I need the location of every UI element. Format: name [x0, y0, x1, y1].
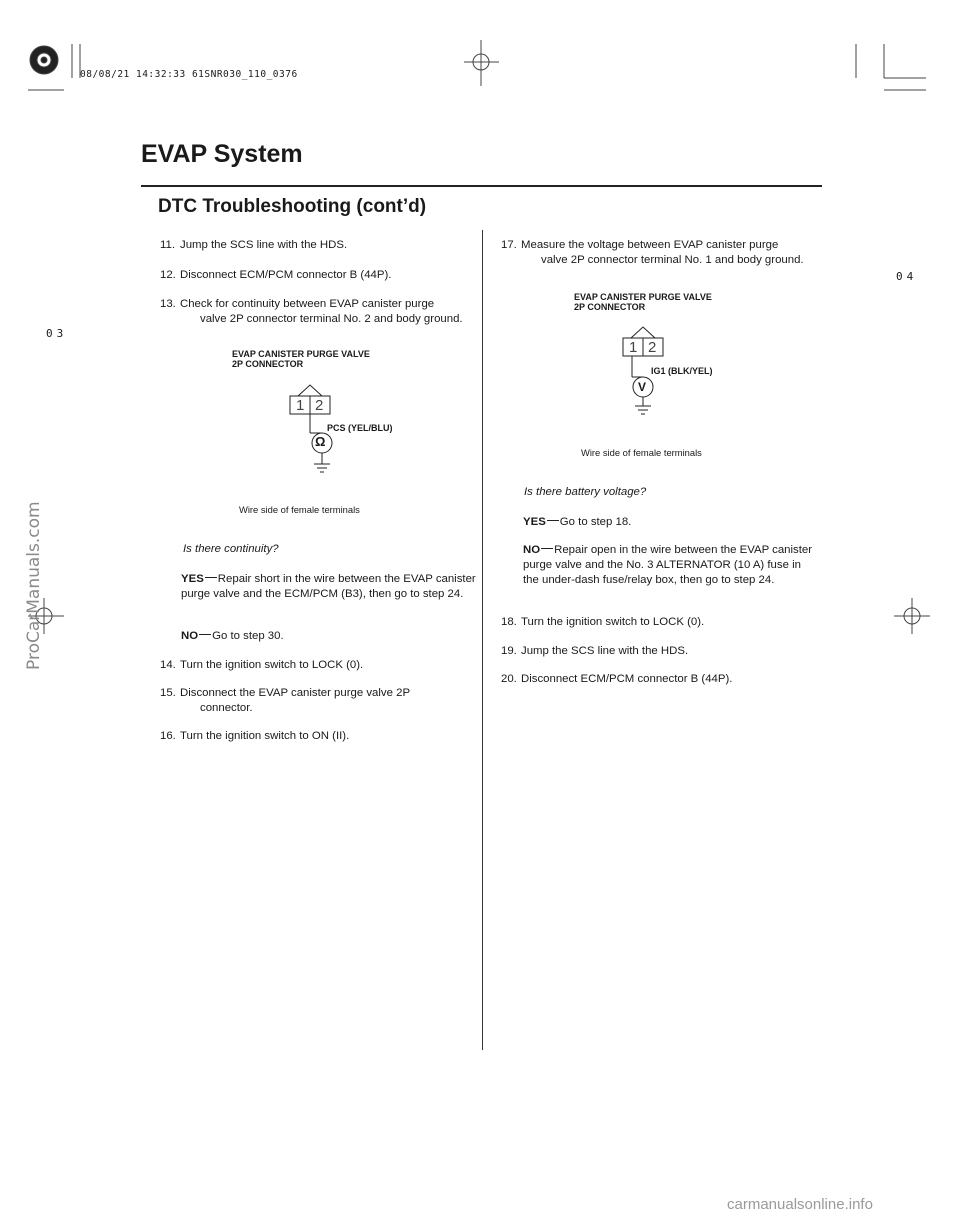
connector-label: EVAP CANISTER PURGE VALVE [232, 349, 370, 359]
step-17: 17. Measure the voltage between EVAP canister purge valve 2P connector terminal No. 1 and body ground. [501, 239, 804, 266]
title-rule [141, 185, 822, 187]
section-subtitle: DTC Troubleshooting (cont’d) [158, 196, 427, 217]
bottom-watermark: carmanualsonline.info [727, 1196, 873, 1213]
step-19: 19. Jump the SCS line with the HDS. [501, 645, 689, 657]
wire-label: PCS (YEL/BLU) [327, 423, 393, 433]
pin-2: 2 [315, 397, 324, 414]
answer-no: NO Go to step 30. [181, 630, 284, 642]
step-14: 14. Turn the ignition switch to LOCK (0). [160, 659, 364, 671]
step-18: 18. Turn the ignition switch to LOCK (0). [501, 616, 705, 628]
question: Is there continuity? [183, 543, 279, 555]
connector-label: EVAP CANISTER PURGE VALVE [574, 292, 712, 302]
diagram-caption: Wire side of female terminals [581, 447, 702, 458]
page-title: EVAP System [141, 140, 303, 168]
answer-no: NO Repair open in the wire between the EVAP canister purge valve and the No. 3 ALTERNATOR (10 A) fuse in the under-dash fuse/relay box, then go to step 24. [523, 544, 813, 586]
ohm-meter-icon: Ω [315, 434, 326, 449]
step-11: 11. Jump the SCS line with the HDS. [160, 239, 348, 251]
step-12: 12. Disconnect ECM/PCM connector B (44P). [160, 269, 392, 281]
answer-yes: YES Repair short in the wire between the EVAP canister purge valve and the ECM/PCM (B3), then go to step 24. [181, 573, 476, 600]
connector-label-sub: 2P CONNECTOR [574, 302, 646, 312]
column-divider [482, 230, 483, 1050]
side-watermark: ProCarManuals.com [24, 501, 44, 670]
pin-1: 1 [296, 397, 305, 414]
step-20: 20. Disconnect ECM/PCM connector B (44P). [501, 673, 733, 685]
page-mark-left: 03 [46, 327, 68, 340]
step-16: 16. Turn the ignition switch to ON (II). [160, 730, 350, 742]
diagram-caption: Wire side of female terminals [239, 504, 360, 515]
print-stamp: 08/08/21 14:32:33 61SNR030_110_0376 [80, 69, 298, 80]
wire-label: IG1 (BLK/YEL) [651, 366, 713, 376]
question: Is there battery voltage? [524, 486, 647, 498]
answer-yes: YES Go to step 18. [523, 516, 632, 528]
pin-1: 1 [629, 339, 638, 356]
voltmeter-icon: V [638, 380, 647, 394]
connector-label-sub: 2P CONNECTOR [232, 359, 304, 369]
step-15: 15. Disconnect the EVAP canister purge valve 2P connector. [160, 687, 411, 714]
page-mark-right: 04 [896, 270, 918, 283]
pin-2: 2 [648, 339, 657, 356]
step-13: 13. Check for continuity between EVAP canister purge valve 2P connector terminal No. 2 and body ground. [160, 298, 463, 325]
